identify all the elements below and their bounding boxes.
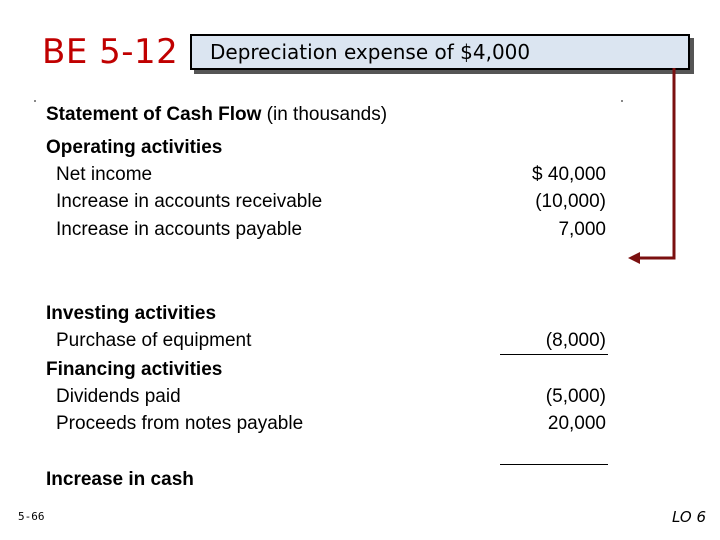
line-item-amount: $ 40,000 (532, 164, 606, 185)
slide-number: 5-66 (18, 510, 45, 523)
line-item-label: Dividends paid (56, 386, 181, 407)
total-label: Increase in cash (46, 469, 194, 490)
line-item-label: Proceeds from notes payable (56, 413, 304, 434)
line-item-amount: 20,000 (547, 413, 606, 434)
line-item-amount: (8,000) (545, 330, 606, 351)
statement-title (46, 103, 387, 127)
statement-title-note: (in thousands) (266, 104, 388, 125)
slide-title: BE 5-12 (42, 32, 179, 72)
financing-heading: Financing activities (46, 359, 223, 380)
subtotal-rule (500, 354, 608, 355)
callout-text: Depreciation expense of $4,000 (210, 40, 531, 64)
line-item-amount: 7,000 (558, 219, 606, 240)
line-item-label: Increase in accounts receivable (56, 191, 323, 212)
line-item-label: Increase in accounts payable (56, 219, 303, 240)
operating-heading: Operating activities (46, 137, 223, 158)
investing-heading: Investing activities (46, 303, 217, 324)
total-rule (500, 464, 608, 465)
learning-objective: LO 6 (671, 508, 706, 526)
line-item-label: Net income (56, 164, 153, 185)
line-item-label: Purchase of equipment (56, 330, 252, 351)
line-item-amount: (10,000) (535, 191, 606, 212)
statement-title-bold: Statement of Cash Flow (46, 104, 262, 125)
line-item-amount: (5,000) (545, 386, 606, 407)
